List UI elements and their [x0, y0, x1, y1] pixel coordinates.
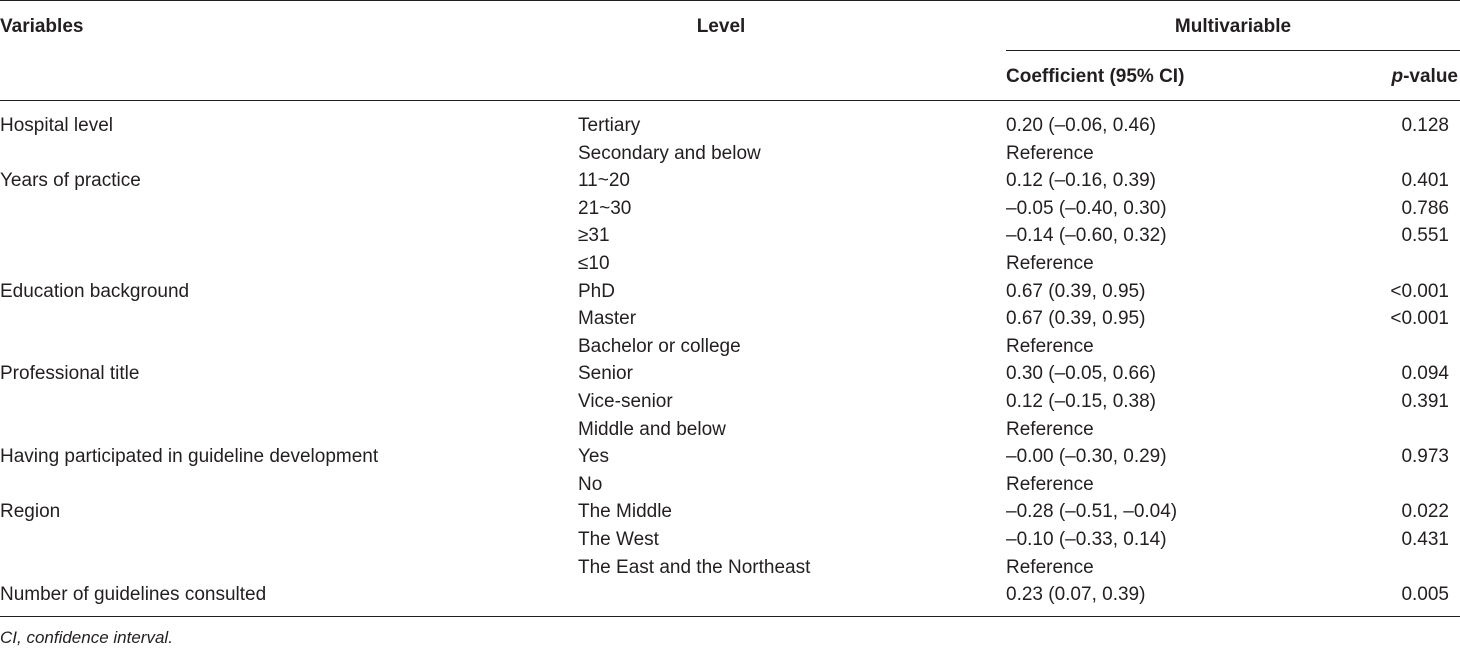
cell-level: 21~30	[578, 197, 632, 219]
cell-variable: Education background	[0, 280, 190, 302]
cell-pvalue: 0.094	[1401, 363, 1449, 385]
cell-level: The East and the Northeast	[578, 556, 811, 578]
cell-coefficient: 0.12 (–0.15, 0.38)	[1006, 390, 1156, 412]
cell-coefficient: Reference	[1006, 418, 1094, 440]
table-row	[0, 222, 1460, 250]
table-row	[0, 140, 1460, 168]
cell-coefficient: –0.00 (–0.30, 0.29)	[1006, 446, 1167, 468]
cell-level: The West	[578, 528, 659, 550]
cell-pvalue: 0.022	[1401, 501, 1449, 523]
cell-coefficient: Reference	[1006, 473, 1094, 495]
cell-variable: Years of practice	[0, 170, 141, 192]
cell-coefficient: 0.20 (–0.06, 0.46)	[1006, 115, 1156, 136]
cell-variable: Having participated in guideline development	[0, 446, 379, 468]
cell-level: 11~20	[578, 170, 630, 192]
cell-level: The Middle	[578, 501, 672, 523]
cell-coefficient: Reference	[1006, 556, 1094, 578]
header-pvalue	[1391, 66, 1458, 88]
cell-coefficient: 0.67 (0.39, 0.95)	[1006, 308, 1146, 330]
cell-coefficient: –0.10 (–0.33, 0.14)	[1006, 528, 1167, 550]
table-row	[0, 554, 1460, 582]
table-row	[0, 388, 1460, 416]
table-row	[0, 443, 1460, 471]
header-level: Level	[696, 16, 746, 37]
table-row	[0, 471, 1460, 499]
cell-level: Master	[578, 308, 637, 330]
cell-level: Bachelor or college	[578, 335, 741, 357]
table-row	[0, 112, 1460, 140]
cell-pvalue: 0.128	[1401, 115, 1449, 136]
cell-variable: Professional title	[0, 363, 140, 385]
cell-coefficient: –0.05 (–0.40, 0.30)	[1006, 197, 1167, 219]
cell-pvalue: <0.001	[1390, 308, 1449, 330]
cell-pvalue: 0.005	[1401, 584, 1449, 606]
cell-level: Senior	[578, 363, 633, 385]
cell-level: ≤10	[578, 252, 610, 274]
table-row	[0, 305, 1460, 333]
cell-level: No	[578, 473, 603, 495]
header-pvalue-p: p	[1391, 66, 1404, 87]
cell-variable: Hospital level	[0, 115, 113, 136]
table-row	[0, 526, 1460, 554]
table-row	[0, 195, 1460, 223]
table-row	[0, 416, 1460, 444]
header-pvalue-suffix: -value	[1403, 66, 1458, 87]
header-coefficient: Coefficient (95% CI)	[1006, 66, 1185, 87]
cell-coefficient: 0.23 (0.07, 0.39)	[1006, 584, 1146, 606]
cell-level: Middle and below	[578, 418, 726, 440]
cell-variable: Region	[0, 501, 61, 523]
cell-pvalue: 0.391	[1401, 390, 1449, 412]
table-row	[0, 250, 1460, 278]
header-multivariable: Multivariable	[1174, 16, 1292, 37]
header-variables: Variables	[0, 16, 84, 37]
cell-pvalue: 0.973	[1401, 446, 1449, 468]
table-row	[0, 498, 1460, 526]
cell-coefficient: Reference	[1006, 252, 1094, 274]
table-top-rule	[0, 0, 1460, 1]
cell-level: ≥31	[578, 225, 610, 247]
cell-level: Secondary and below	[578, 142, 761, 164]
cell-pvalue: 0.431	[1401, 528, 1449, 550]
table-row	[0, 167, 1460, 195]
cell-coefficient: 0.67 (0.39, 0.95)	[1006, 280, 1146, 302]
cell-variable: Number of guidelines consulted	[0, 584, 267, 606]
cell-level: Tertiary	[578, 115, 641, 136]
cell-coefficient: 0.30 (–0.05, 0.66)	[1006, 363, 1156, 385]
cell-coefficient: –0.14 (–0.60, 0.32)	[1006, 225, 1167, 247]
cell-coefficient: Reference	[1006, 335, 1094, 357]
cell-pvalue: 0.551	[1401, 225, 1449, 247]
cell-pvalue: 0.786	[1401, 197, 1449, 219]
cell-coefficient: Reference	[1006, 142, 1094, 164]
cell-pvalue: <0.001	[1390, 280, 1449, 302]
table-row	[0, 278, 1460, 306]
cell-pvalue: 0.401	[1401, 170, 1449, 192]
cell-coefficient: 0.12 (–0.16, 0.39)	[1006, 170, 1156, 192]
header-bottom-rule	[0, 100, 1460, 101]
cell-level: Vice-senior	[578, 390, 673, 412]
table-row	[0, 333, 1460, 361]
cell-level: Yes	[578, 446, 609, 468]
table-footnote: CI, confidence interval.	[0, 628, 173, 647]
table-row	[0, 581, 1460, 609]
multivariable-subrule	[1006, 50, 1460, 51]
table-body	[0, 112, 1460, 609]
table-bottom-rule	[0, 616, 1460, 617]
cell-level: PhD	[578, 280, 615, 302]
cell-coefficient: –0.28 (–0.51, –0.04)	[1006, 501, 1178, 523]
table-row	[0, 360, 1460, 388]
